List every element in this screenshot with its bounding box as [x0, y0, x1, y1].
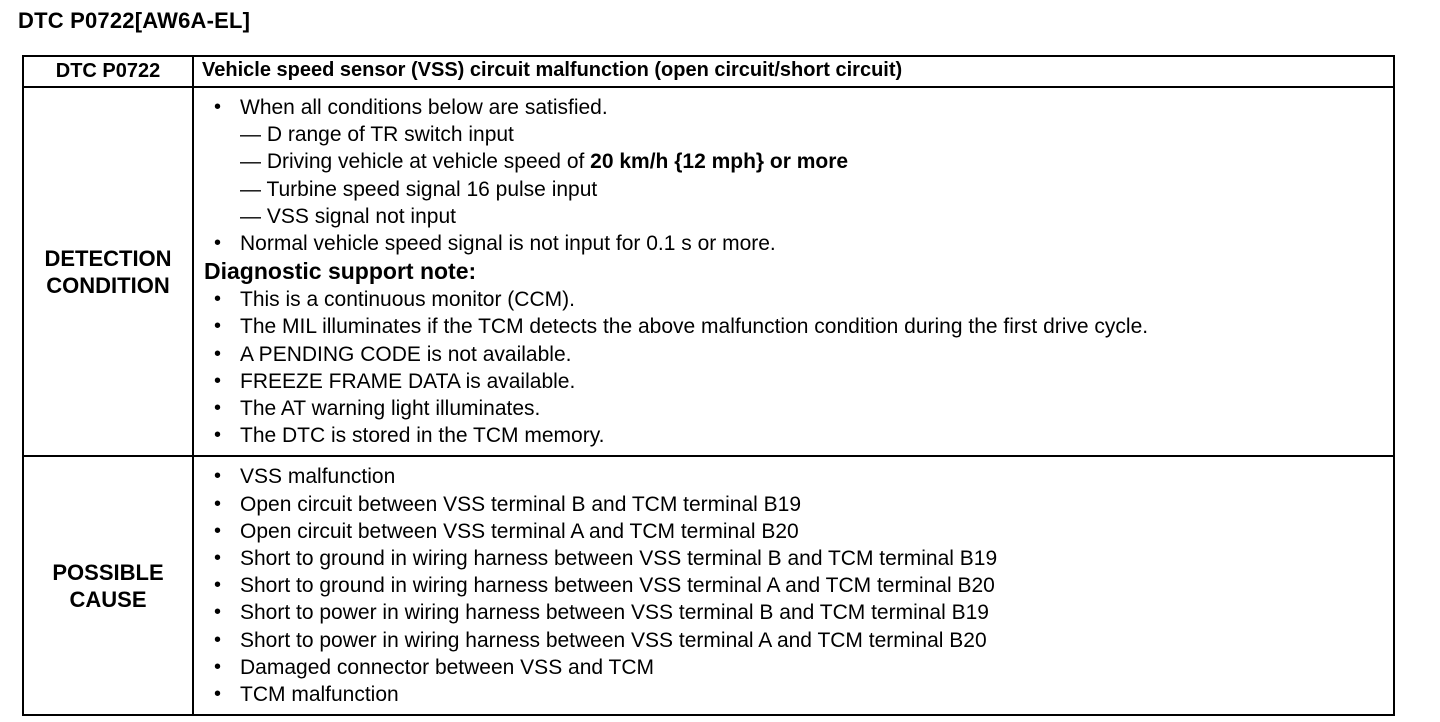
list-item: • Short to power in wiring harness between VSS terminal A and TCM terminal B20 — [204, 627, 1385, 654]
detection-label-line2: CONDITION — [46, 272, 170, 298]
possible-cause-row — [23, 456, 1394, 715]
cause-list — [204, 463, 1385, 708]
possible-cause-label — [23, 456, 193, 715]
list-item: • The AT warning light illuminates. — [204, 395, 1385, 422]
detection-condition-label — [23, 87, 193, 456]
list-item: • Short to power in wiring harness between VSS terminal B and TCM terminal B19 — [204, 599, 1385, 626]
list-item: • The DTC is stored in the TCM memory. — [204, 422, 1385, 449]
condition-item: — D range of TR switch input — [240, 123, 514, 147]
detection-list — [204, 94, 1385, 257]
dtc-description-cell: Vehicle speed sensor (VSS) circuit malfunction (open circuit/short circuit) — [193, 56, 1394, 87]
detection-condition-content — [193, 87, 1394, 456]
document-title: DTC P0722[AW6A-EL] — [18, 8, 251, 33]
list-item: • Normal vehicle speed signal is not input for 0.1 s or more. — [204, 230, 1385, 257]
cause-label-line2: CAUSE — [69, 586, 147, 612]
list-item: • FREEZE FRAME DATA is available. — [204, 368, 1385, 395]
detection-condition-row — [23, 87, 1394, 456]
list-item: • When all conditions below are satisfied. — [204, 94, 1385, 121]
detection-label-line1: DETECTION — [44, 245, 172, 271]
list-item: • A PENDING CODE is not available. — [204, 341, 1385, 368]
diagnostic-note-heading: Diagnostic support note: — [204, 258, 477, 285]
list-item: • Short to ground in wiring harness between VSS terminal A and TCM terminal B20 — [204, 572, 1385, 599]
possible-cause-content — [193, 456, 1394, 715]
diagnostic-notes-list — [204, 286, 1385, 449]
list-item: • Damaged connector between VSS and TCM — [204, 654, 1385, 681]
cause-label-line1: POSSIBLE — [52, 559, 164, 585]
list-item: • The MIL illuminates if the TCM detects the above malfunction condition during the first drive cycle. — [204, 313, 1385, 340]
condition-item: — Turbine speed signal 16 pulse input — [240, 177, 598, 201]
speed-threshold: 20 km/h {12 mph} or more — [590, 150, 849, 174]
list-item: • TCM malfunction — [204, 681, 1385, 708]
condition-item — [204, 148, 1385, 175]
list-item: • This is a continuous monitor (CCM). — [204, 286, 1385, 313]
list-item: • Short to ground in wiring harness between VSS terminal B and TCM terminal B19 — [204, 545, 1385, 572]
dtc-table — [22, 55, 1395, 716]
list-item: • Open circuit between VSS terminal A and TCM terminal B20 — [204, 518, 1385, 545]
dtc-code-cell: DTC P0722 — [23, 56, 193, 87]
list-item: • VSS malfunction — [204, 463, 1385, 490]
list-item: • Open circuit between VSS terminal B and TCM terminal B19 — [204, 491, 1385, 518]
condition-item: — VSS signal not input — [240, 204, 456, 228]
condition-text: — Driving vehicle at vehicle speed of — [240, 150, 591, 174]
table-header-row — [23, 56, 1394, 87]
